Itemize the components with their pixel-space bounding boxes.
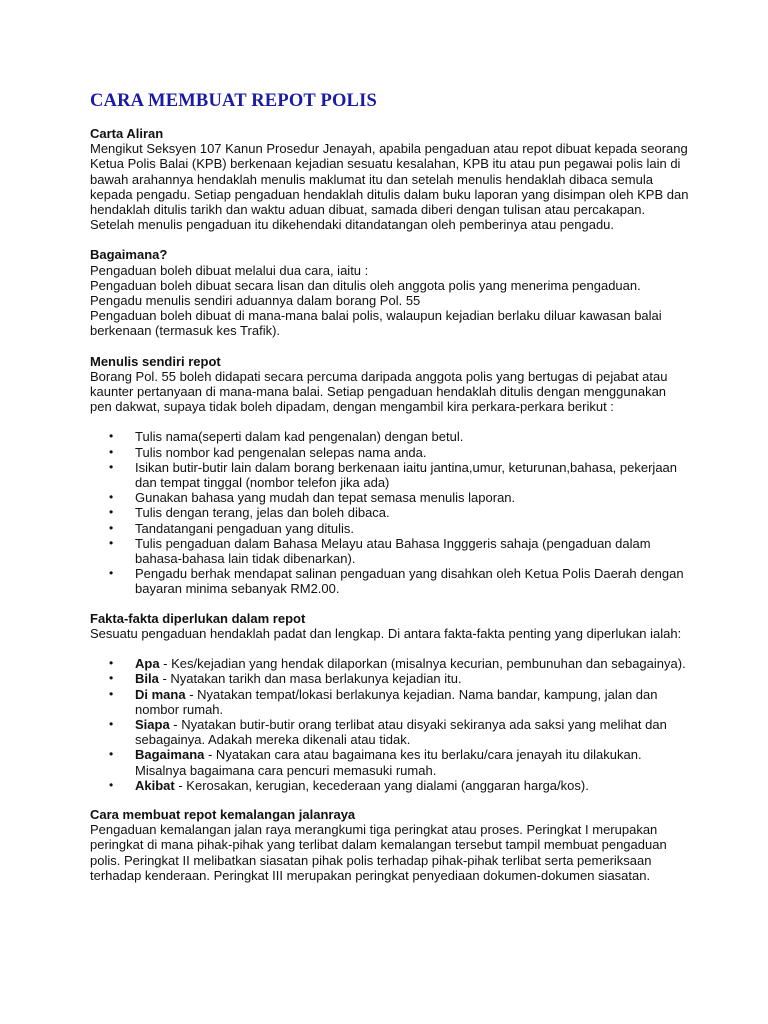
paragraph: Borang Pol. 55 boleh didapati secara percuma daripada anggota polis yang bertugas di pejabat atau kaunter pertanyaan di mana-mana balai. Setiap pengaduan hendaklah ditulis dengan menggunakan pen dakwat, supaya tidak boleh dipadam, dengan mengambil kira perkara-perkara berikut :: [90, 368, 668, 415]
text-line: Pengaduan boleh dibuat melalui dua cara, iaitu :: [90, 262, 369, 278]
list-item-text: Tulis nombor kad pengenalan selepas nama anda.: [135, 444, 427, 460]
fact-text: - Nyatakan tarikh dan masa berlakunya kejadian itu.: [158, 671, 462, 687]
bullet-icon: •: [109, 777, 114, 792]
list-item-text: Tandatangani pengaduan yang ditulis.: [135, 520, 355, 536]
list-item: [109, 686, 690, 717]
section-heading: Carta Aliran: [90, 126, 164, 141]
list-item: [109, 777, 690, 793]
list-item: [109, 535, 690, 567]
paragraph: Mengikut Seksyen 107 Kanun Prosedur Jenayah, apabila pengaduan atau repot dibuat kepada seorang Ketua Polis Balai (KPB) berkenaan kejadian sesuatu kesalahan, KPB itu atau pun pegawai polis lain di bawah arahannya hendaklah menulis maklumat itu dan setelah menulis hendaklah dibaca semula kepada pengadu. Setiap pengaduan hendaklah ditulis dalam buku laporan yang disimpan oleh KPB dan hendaklah ditulis tarikh dan waktu aduan dibuat, samada diberi dengan tulisan atau percakapan. Setelah menulis pengaduan itu dikehendaki ditandatangan oleh pemberinya atau pengadu.: [90, 141, 689, 233]
fact-text: - Kes/kejadian yang hendak dilaporkan (misalnya kecurian, pembunuhan dan sebagainya).: [159, 656, 686, 672]
text-line: Pengadu menulis sendiri aduannya dalam borang Pol. 55: [90, 293, 421, 309]
section-heading: Menulis sendiri repot: [90, 353, 221, 369]
fact-text: - Nyatakan cara atau bagaimana kes itu berlaku/cara jenayah itu dilakukan. Misalnya bagaimana cara pencuri memasuki rumah.: [135, 747, 642, 778]
list-item: [109, 505, 690, 521]
fact-term: Bagaimana: [135, 747, 205, 763]
section-heading: Bagaimana?: [90, 247, 168, 263]
bullet-icon: •: [109, 686, 114, 701]
list-item: [109, 520, 690, 536]
list-item-text: Tulis dengan terang, jelas dan boleh dibaca.: [135, 505, 390, 521]
list-item: [109, 716, 690, 748]
bullet-icon: •: [109, 444, 114, 459]
fact-term: Di mana: [135, 686, 186, 702]
text-line: Pengaduan boleh dibuat secara lisan dan ditulis oleh anggota polis yang menerima pengaduan.: [90, 277, 641, 293]
paragraph: Pengaduan kemalangan jalan raya merangkumi tiga peringkat atau proses. Peringkat I merupakan peringkat di mana pihak-pihak yang terlibat dalam kemalangan tersebut tampil membuat pengaduan polis. Peringkat II melibatkan siasatan pihak polis terhadap pihak-pihak terlibat serta pemeriksaan terhadap kenderaan. Peringkat III merupakan peringkat penyediaan dokumen-dokumen siasatan.: [90, 822, 667, 883]
document-body: [90, 90, 690, 898]
bullet-icon: •: [109, 671, 114, 686]
section-bagaimana: [90, 247, 690, 338]
bullet-list: [90, 429, 690, 596]
document-title: CARA MEMBUAT REPOT POLIS: [90, 91, 377, 111]
section-kemalangan-jalanraya: [90, 807, 690, 883]
bullet-icon: •: [109, 429, 114, 444]
bullet-icon: •: [109, 566, 114, 581]
list-item: [109, 656, 690, 672]
list-item-text: Gunakan bahasa yang mudah dan tepat semasa menulis laporan.: [135, 490, 516, 506]
bullet-icon: •: [109, 505, 114, 520]
fact-text: - Nyatakan butir-butir orang terlibat atau disyaki sekiranya ada saksi yang melihat dan sebagainya. Adakah mereka dikenali atau tidak.: [135, 716, 667, 748]
list-item: [109, 444, 690, 460]
list-item: [109, 429, 690, 445]
bullet-icon: •: [109, 459, 114, 474]
bullet-icon: •: [109, 520, 114, 535]
section-heading: Fakta-fakta diperlukan dalam repot: [90, 610, 306, 626]
list-item: [109, 566, 690, 597]
list-item-text: Tulis nama(seperti dalam kad pengenalan) dengan betul.: [135, 429, 464, 445]
fact-list: [90, 656, 690, 793]
bullet-icon: •: [109, 716, 114, 731]
fact-term: Bila: [135, 671, 159, 687]
section-fakta-fakta: [90, 611, 690, 793]
fact-term: Siapa: [135, 716, 170, 732]
section-heading: Cara membuat repot kemalangan jalanraya: [90, 806, 356, 822]
list-item-text: Isikan butir-butir lain dalam borang berkenaan iaitu jantina,umur, keturunan,bahasa, pekerjaan dan tempat tinggal (nombor telefon jika ada): [135, 459, 678, 491]
list-item: [109, 459, 690, 491]
paragraph: Sesuatu pengaduan hendaklah padat dan lengkap. Di antara fakta-fakta penting yang diperlukan ialah:: [90, 625, 682, 641]
bullet-icon: •: [109, 747, 114, 762]
list-item: [109, 671, 690, 687]
bullet-icon: •: [109, 490, 114, 505]
section-carta-aliran: [90, 126, 690, 232]
list-item-text: Tulis pengaduan dalam Bahasa Melayu atau Bahasa Ingggeris sahaja (pengaduan dalam bahasa-bahasa lain tidak dibenarkan).: [135, 535, 651, 567]
list-item: [109, 747, 690, 778]
section-menulis-sendiri: [90, 354, 690, 597]
fact-text: - Kerosakan, kerugian, kecederaan yang dialami (anggaran harga/kos).: [174, 777, 589, 793]
fact-term: Apa: [135, 656, 160, 672]
text-line: Pengaduan boleh dibuat di mana-mana balai polis, walaupun kejadian berlaku diluar kawasan balai berkenaan (termasuk kes Trafik).: [90, 308, 662, 339]
list-item-text: Pengadu berhak mendapat salinan pengaduan yang disahkan oleh Ketua Polis Daerah dengan bayaran minima sebanyak RM2.00.: [135, 566, 684, 597]
list-item: [109, 490, 690, 506]
fact-term: Akibat: [135, 777, 175, 793]
bullet-icon: •: [109, 656, 114, 671]
fact-text: - Nyatakan tempat/lokasi berlakunya kejadian. Nama bandar, kampung, jalan dan nombor rumah.: [135, 686, 658, 717]
bullet-icon: •: [109, 535, 114, 550]
